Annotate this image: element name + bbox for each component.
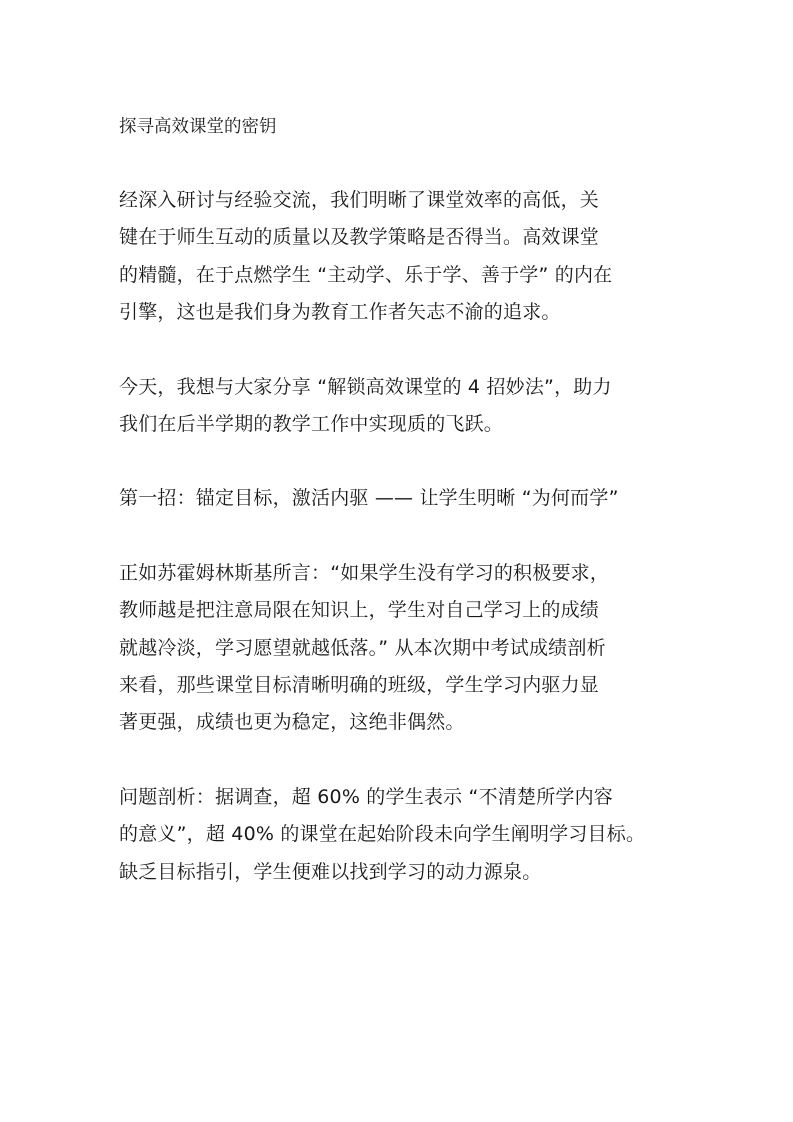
paragraph-line: 著更强，成绩也更为稳定，这绝非偶然。 bbox=[119, 711, 465, 734]
paragraph-line: 我们在后半学期的教学工作中实现质的飞跃。 bbox=[119, 413, 504, 436]
paragraph-line: 教师越是把注意局限在知识上，学生对自己学习上的成绩 bbox=[119, 599, 600, 622]
paragraph-line: 问题剖析：据调查，超 60% 的学生表示 “不清楚所学内容 bbox=[119, 785, 613, 808]
paragraph-line: 今天，我想与大家分享 “解锁高效课堂的 4 招妙法”，助力 bbox=[119, 375, 612, 398]
paragraph-analysis bbox=[119, 779, 679, 891]
paragraph-line: 正如苏霍姆林斯基所言：“如果学生没有学习的积极要求， bbox=[119, 561, 610, 584]
section-heading-first-move bbox=[119, 480, 679, 517]
paragraph-line: 经深入研讨与经验交流，我们明晰了课堂效率的高低，关 bbox=[119, 189, 600, 211]
paragraph-intro bbox=[119, 182, 679, 332]
paragraph-line: 来看，那些课堂目标清晰明确的班级，学生学习内驱力显 bbox=[119, 674, 600, 697]
document-title: 探寻高效课堂的密钥 bbox=[119, 117, 277, 137]
paragraph-line: 第一招：锚定目标，激活内驱 —— 让学生明晰 “为何而学” bbox=[119, 487, 619, 510]
paragraph-line: 的精髓，在于点燃学生 “主动学、乐于学、善于学” 的内在 bbox=[119, 263, 613, 286]
paragraph-quote bbox=[119, 555, 679, 742]
paragraph-share bbox=[119, 369, 679, 444]
paragraph-line: 缺乏目标指引，学生便难以找到学习的动力源泉。 bbox=[119, 860, 542, 883]
paragraph-line: 就越冷淡，学习愿望就越低落。” 从本次期中考试成绩剖析 bbox=[119, 636, 606, 659]
document-page bbox=[119, 108, 679, 928]
paragraph-line: 引擎，这也是我们身为教育工作者矢志不渝的追求。 bbox=[119, 301, 561, 324]
paragraph-line: 键在于师生互动的质量以及教学策略是否得当。高效课堂 bbox=[119, 226, 600, 249]
paragraph-line: 的意义”，超 40% 的课堂在起始阶段未向学生阐明学习目标。 bbox=[119, 823, 646, 846]
